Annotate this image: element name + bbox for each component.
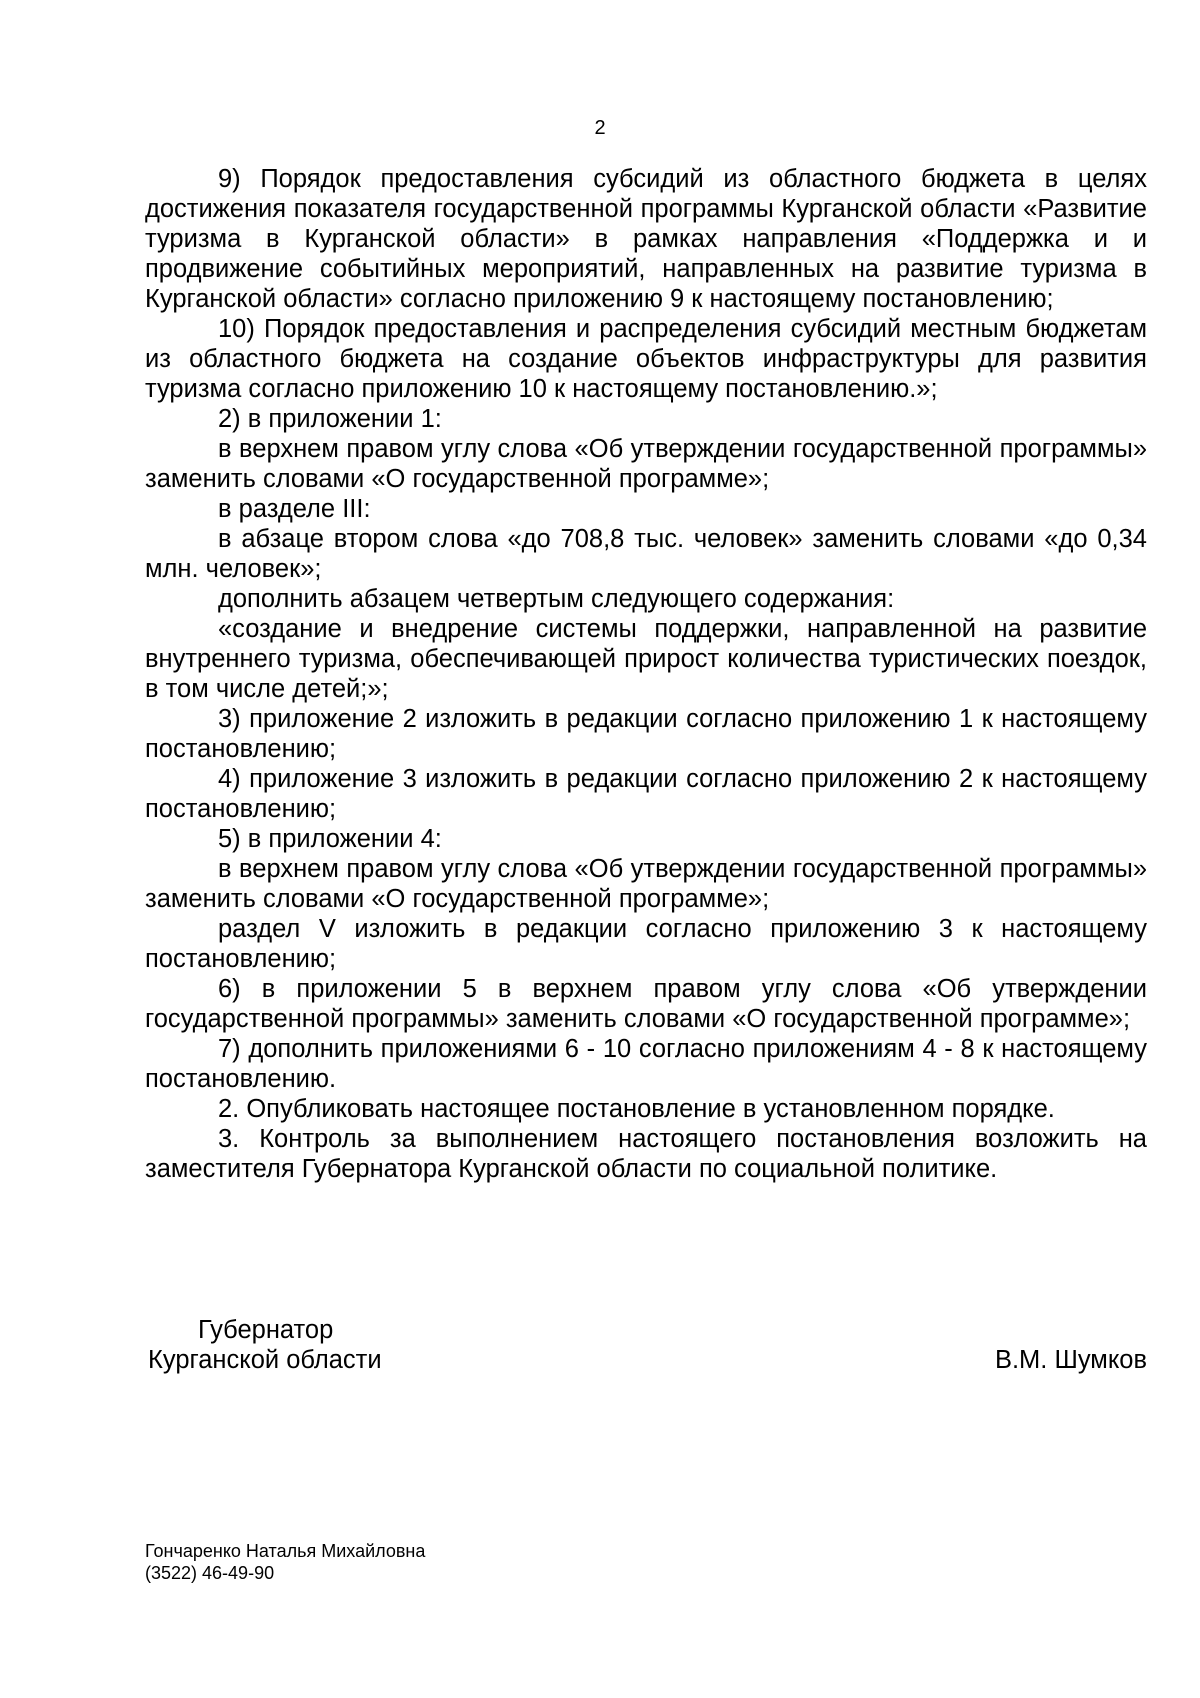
paragraph-appendix-3: 4) приложение 3 изложить в редакции согласно приложению 2 к настоящему постановлению;	[145, 765, 1147, 823]
paragraph-section-3-add: дополнить абзацем четвертым следующего содержания:	[218, 585, 895, 613]
paragraph-section-3-abzac-2: в абзаце втором слова «до 708,8 тыс. человек» заменить словами «до 0,34 млн. человек»;	[145, 525, 1147, 583]
executor-block	[145, 1540, 425, 1584]
paragraph-appendix-5: 6) в приложении 5 в верхнем правом углу слова «Об утверждении государственной программы» заменить словами «О государственной программе»;	[145, 975, 1147, 1033]
paragraph-appendix-4-section-5: раздел V изложить в редакции согласно приложению 3 к настоящему постановлению;	[145, 915, 1147, 973]
paragraph-appendix-4: 5) в приложении 4:	[218, 825, 442, 853]
signature-title-line1: Губернатор	[198, 1316, 334, 1344]
paragraph-add-appendices: 7) дополнить приложениями 6 - 10 согласно приложениям 4 - 8 к настоящему постановлению.	[145, 1035, 1147, 1093]
paragraph-appendix-1-corner: в верхнем правом углу слова «Об утверждении государственной программы» заменить словами «О государственной программе»;	[145, 435, 1147, 493]
paragraph-section-3-quote: «создание и внедрение системы поддержки, направленной на развитие внутреннего туризма, обеспечивающей прирост количества туристических поездок, в том числе детей;»;	[145, 615, 1147, 703]
signature-title-line2: Курганской области	[148, 1346, 382, 1374]
paragraph-publish: 2. Опубликовать настоящее постановление в установленном порядке.	[218, 1095, 1055, 1123]
paragraph-item-10-order: 10) Порядок предоставления и распределения субсидий местным бюджетам из областного бюджета на создание объектов инфраструктуры для развития туризма согласно приложению 10 к настоящему постановлению.»;	[145, 315, 1147, 403]
document-body	[145, 164, 1147, 1184]
paragraph-control: 3. Контроль за выполнением настоящего постановления возложить на заместителя Губернатора Курганской области по социальной политике.	[145, 1125, 1147, 1183]
paragraph-section-3: в разделе III:	[218, 495, 371, 523]
paragraph-item-9-order: 9) Порядок предоставления субсидий из областного бюджета в целях достижения показателя государственной программы Курганской области «Развитие туризма в Курганской области» в рамках направления «Поддержка и и продвижение событийных мероприятий, направленных на развитие туризма в Курганской области» согласно приложению 9 к настоящему постановлению;	[145, 165, 1147, 313]
paragraph-appendix-4-corner: в верхнем правом углу слова «Об утверждении государственной программы» заменить словами «О государственной программе»;	[145, 855, 1147, 913]
paragraph-appendix-1: 2) в приложении 1:	[218, 405, 442, 433]
page-number: 2	[594, 117, 606, 139]
executor-name: Гончаренко Наталья Михайловна	[145, 1541, 426, 1561]
signature-name: В.М. Шумков	[994, 1346, 1147, 1374]
signature-title	[148, 1315, 382, 1375]
paragraph-appendix-2: 3) приложение 2 изложить в редакции согласно приложению 1 к настоящему постановлению;	[145, 705, 1147, 763]
executor-phone: (3522) 46-49-90	[145, 1563, 275, 1583]
